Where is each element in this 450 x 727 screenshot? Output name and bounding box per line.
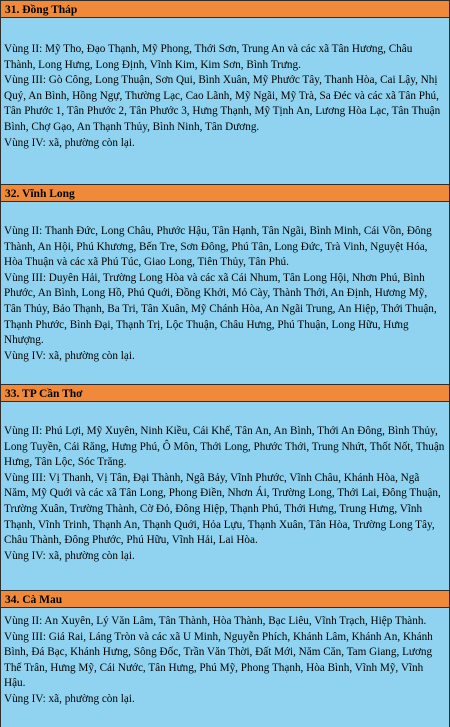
section-title: 32. Vĩnh Long: [1, 184, 449, 202]
region-paragraph: Vùng II: An Xuyên, Lý Văn Lâm, Tân Thành, Hòa Thành, Bạc Liêu, Vĩnh Trạch, Hiệp Thành.: [4, 615, 427, 627]
region-paragraph: Vùng III: Vị Thanh, Vị Tân, Đại Thành, Ngã Bảy, Vĩnh Phước, Vĩnh Châu, Khánh Hòa, Ngã Năm, Mỹ Quới và các xã Tân Long, Phong Điền, Nhơn Ái, Trường Long, Thới Lai, Đông Thuận, Trường Xuân, Trường Thành, Cờ Đỏ, Đông Hiệp, Thạnh Phú, Thới Hưng, Trung Hưng, Vĩnh Thạnh, Vĩnh Trinh, Thạnh An, Thạnh Quới, Hỏa Lựu, Thạnh Xuân, Tân Hòa, Trường Long Tây, Châu Thành, Đông Phước, Phú Hữu, Vĩnh Hải, Lai Hòa.: [4, 471, 441, 547]
section-body: [1, 202, 449, 384]
province-section-vinh-long: [0, 184, 450, 384]
section-title: 31. Đồng Tháp: [1, 0, 449, 18]
region-paragraph: Vùng IV: xã, phường còn lại.: [4, 136, 135, 149]
region-paragraph: Vùng IV: xã, phường còn lại.: [4, 349, 135, 362]
region-paragraph: Vùng IV: xã, phường còn lại.: [4, 692, 135, 705]
province-section-dong-thap: [0, 0, 450, 184]
region-paragraph: Vùng III: Duyên Hải, Trường Long Hòa và các xã Cái Nhum, Tân Long Hội, Nhơn Phú, Bình Phước, An Bình, Long Hồ, Phú Quới, Đồng Khởi, Mỏ Cày, Thành Thới, An Định, Hương Mỹ, Tân Thủy, Bảo Thạnh, Ba Tri, Tân Xuân, Mỹ Chánh Hòa, An Ngãi Trung, An Hiệp, Thới Thuận, Thạnh Phước, Bình Đại, Thạnh Trị, Lộc Thuận, Châu Hưng, Phú Thuận, Long Hữu, Hưng Nhượng.: [4, 271, 437, 347]
region-paragraph: Vùng III: Gò Công, Long Thuận, Sơn Qui, Bình Xuân, Mỹ Phước Tây, Thanh Hòa, Cai Lậy, Nhị Quý, An Bình, Hồng Ngự, Thường Lạc, Cao Lãnh, Mỹ Ngãi, Mỹ Trà, Sa Đéc và các xã Tân Phú, Tân Phước 1, Tân Phước 2, Tân Phước 3, Hưng Thạnh, Mỹ Tịnh An, Lương Hòa Lạc, Tân Thuận Bình, Chợ Gạo, An Thạnh Thủy, Bình Ninh, Tân Dương.: [4, 74, 441, 133]
region-paragraph: Vùng III: Giá Rai, Láng Tròn và các xã U Minh, Nguyễn Phích, Khánh Lâm, Khánh An, Khánh Bình, Đá Bạc, Khánh Hưng, Sông Đốc, Trần Văn Thời, Đất Mới, Năm Căn, Tam Giang, Lương Thế Trân, Hưng Mỹ, Cái Nước, Tân Hưng, Phú Mỹ, Phong Thạnh, Hòa Bình, Vĩnh Mỹ, Vĩnh Hậu.: [4, 630, 433, 690]
province-section-can-tho: [0, 384, 450, 590]
section-body: [1, 402, 449, 590]
section-title: 33. TP Cần Thơ: [1, 384, 449, 402]
section-title: 34. Cà Mau: [1, 590, 449, 608]
region-paragraph: Vùng IV: xã, phường còn lại.: [4, 549, 135, 562]
region-paragraph: Vùng II: Mỹ Tho, Đạo Thạnh, Mỹ Phong, Thới Sơn, Trung An và các xã Tân Hương, Châu Thành, Long Hưng, Long Định, Vĩnh Kim, Kim Sơn, Bình Trưng.: [4, 43, 413, 71]
section-body: [1, 608, 449, 727]
section-body: [1, 18, 449, 184]
province-section-ca-mau: [0, 590, 450, 727]
region-paragraph: Vùng II: Phú Lợi, Mỹ Xuyên, Ninh Kiều, Cái Khế, Tân An, An Bình, Thới An Đông, Bình Thủy, Long Tuyền, Cái Răng, Hưng Phú, Ô Môn, Thới Long, Phước Thới, Trung Nhứt, Thốt Nốt, Thuận Hưng, Tân Lộc, Sóc Trăng.: [4, 425, 445, 469]
region-paragraph: Vùng II: Thanh Đức, Long Châu, Phước Hậu, Tân Hạnh, Tân Ngãi, Bình Minh, Cái Vồn, Đông Thành, An Hội, Phú Khương, Bến Tre, Sơn Đông, Phú Tân, Long Đức, Trà Vinh, Nguyệt Hóa, Hòa Thuận và các xã Phú Túc, Giao Long, Tiên Thủy, Tân Phú.: [4, 225, 432, 269]
